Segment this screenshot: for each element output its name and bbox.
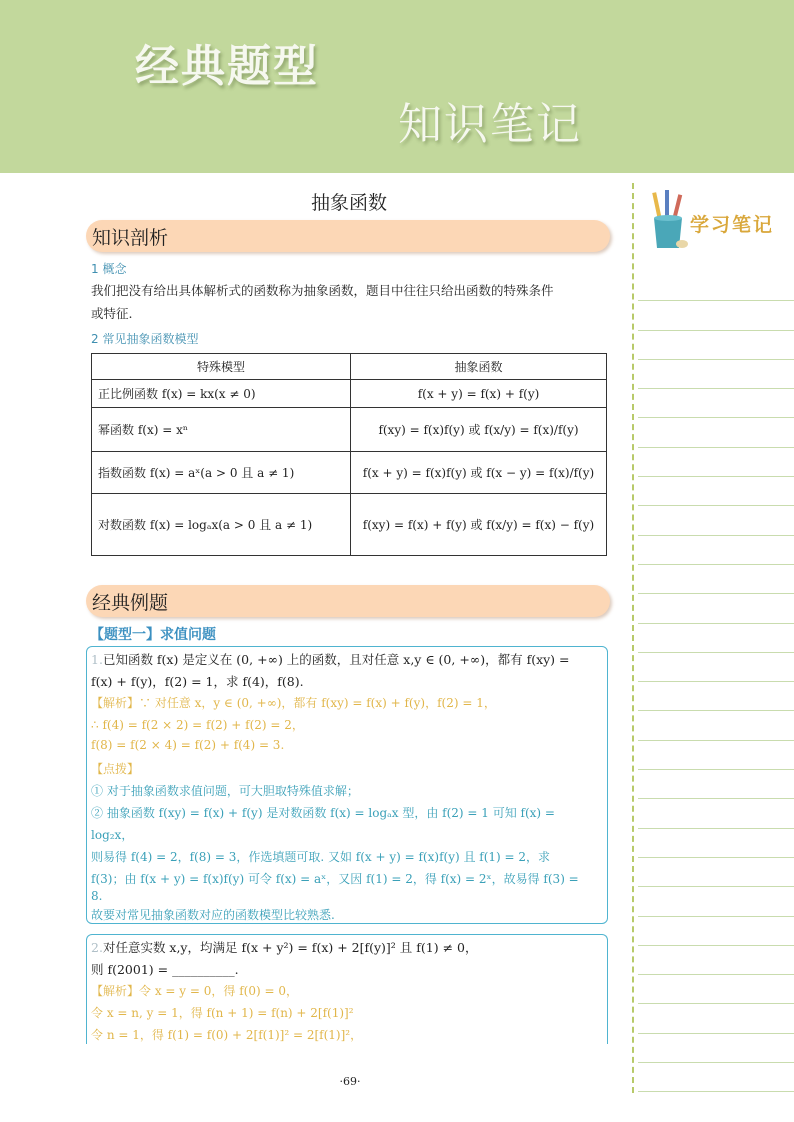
note-line — [638, 1034, 794, 1063]
section-heading-examples — [86, 585, 610, 617]
table-row — [92, 380, 607, 408]
table-row — [92, 494, 607, 556]
table-cell-abstract: f(x + y) = f(x)f(y) 或 f(x − y) = f(x)/f(y) — [351, 452, 607, 494]
tip-line: log₂x， — [91, 828, 134, 842]
tip-line: 8. — [91, 889, 103, 903]
solution-text: 令 x = y = 0，得 f(0) = 0， — [139, 984, 298, 998]
note-line — [638, 624, 794, 653]
solution-line: 令 n = 1，得 f(1) = f(0) + 2[f(1)]² = 2[f(1)]²， — [91, 1028, 363, 1042]
question-line — [91, 938, 605, 956]
note-line — [638, 272, 794, 301]
table-cell-model: 对数函数 f(x) = logₐx(a > 0 且 a ≠ 1) — [92, 494, 351, 556]
solution-line — [91, 982, 605, 999]
section-heading-text: 知识剖析 — [92, 227, 169, 249]
table-cell-abstract: f(x + y) = f(x) + f(y) — [351, 380, 607, 408]
note-line — [638, 711, 794, 740]
question-line: 则 f(2001) = __________. — [91, 962, 239, 977]
note-line — [638, 858, 794, 887]
solution-line: ∴ f(4) = f(2 × 2) = f(2) + f(2) = 2， — [91, 718, 304, 732]
note-line — [638, 975, 794, 1004]
example-box-2 — [86, 934, 608, 1044]
page-number: ·69· — [339, 1075, 361, 1088]
banner-title-notes: 知识笔记 — [398, 99, 582, 150]
page-title: 抽象函数 — [310, 192, 387, 214]
tip-line: ① 对于抽象函数求值问题，可大胆取特殊值求解； — [91, 784, 359, 798]
section-heading-knowledge — [86, 220, 610, 252]
note-line — [638, 301, 794, 330]
note-line — [638, 770, 794, 799]
note-line — [638, 1004, 794, 1033]
example-box-1 — [86, 646, 608, 924]
models-table — [91, 353, 607, 556]
tip-line: 故要对常见抽象函数对应的函数模型比较熟悉. — [91, 908, 335, 922]
note-line — [638, 536, 794, 565]
subheading-models: 2 常见抽象函数模型 — [91, 332, 199, 346]
note-line — [638, 594, 794, 623]
table-row — [92, 452, 607, 494]
note-line — [638, 653, 794, 682]
solution-line — [91, 694, 605, 711]
solution-tag: 【解析】 — [91, 696, 140, 710]
tip-line: 则易得 f(4) = 2，f(8) = 3，作选填题可取. 又如 f(x + y) = f(x)f(y) 且 f(1) = 2，求 — [91, 850, 551, 864]
note-line — [638, 477, 794, 506]
note-lines — [638, 272, 794, 1092]
table-header-cell: 特殊模型 — [92, 354, 351, 380]
solution-text: ∵ 对任意 x，y ∈ (0, +∞)，都有 f(xy) = f(x) + f(y)，f(2) = 1， — [139, 696, 496, 710]
concept-line-1: 我们把没有给出具体解析式的函数称为抽象函数，题目中往往只给出函数的特殊条件 — [91, 283, 554, 298]
solution-line: 令 x = n, y = 1，得 f(n + 1) = f(n) + 2[f(1)]² — [91, 1006, 354, 1020]
note-line — [638, 448, 794, 477]
sidebar-label: 学习笔记 — [690, 214, 775, 236]
tip-line: f(3)；由 f(x + y) = f(x)f(y) 可令 f(x) = aˣ，又因 f(1) = 2，得 f(x) = 2ˣ，故易得 f(3) = — [91, 872, 579, 886]
banner-title-classic: 经典题型 — [135, 41, 319, 92]
question-number: 1. — [91, 652, 103, 667]
section-heading-text: 经典例题 — [92, 592, 169, 614]
question-type-title: 【题型一】求值问题 — [90, 627, 216, 643]
tip-tag: 【点拨】 — [91, 762, 140, 776]
note-line — [638, 360, 794, 389]
table-header-cell: 抽象函数 — [351, 354, 607, 380]
table-cell-model: 指数函数 f(x) = aˣ(a > 0 且 a ≠ 1) — [92, 452, 351, 494]
question-number: 2. — [91, 940, 103, 955]
question-line — [91, 650, 605, 668]
note-line — [638, 799, 794, 828]
table-row — [92, 408, 607, 452]
question-line: f(x) + f(y)，f(2) = 1，求 f(4)，f(8). — [91, 674, 304, 689]
note-line — [638, 565, 794, 594]
subheading-concept: 1 概念 — [91, 262, 127, 276]
note-line — [638, 418, 794, 447]
question-text: 已知函数 f(x) 是定义在 (0, +∞) 上的函数，且对任意 x,y ∈ (0, +∞)，都有 f(xy) = — [102, 652, 570, 667]
note-line — [638, 917, 794, 946]
note-line — [638, 887, 794, 916]
tip-line: ② 抽象函数 f(xy) = f(x) + f(y) 是对数函数 f(x) = logₐx 型，由 f(2) = 1 可知 f(x) = — [91, 806, 555, 820]
table-cell-model: 幂函数 f(x) = xⁿ — [92, 408, 351, 452]
table-cell-abstract: f(xy) = f(x) + f(y) 或 f(x/y) = f(x) − f(y) — [351, 494, 607, 556]
solution-tag: 【解析】 — [91, 984, 140, 998]
note-line — [638, 389, 794, 418]
note-line — [638, 829, 794, 858]
note-line — [638, 506, 794, 535]
note-line — [638, 946, 794, 975]
solution-line: f(8) = f(2 × 4) = f(2) + f(4) = 3. — [91, 738, 285, 752]
header-banner — [0, 0, 794, 173]
note-line — [638, 682, 794, 711]
sidebar-divider — [632, 183, 634, 1093]
sidebar-header — [648, 190, 788, 254]
table-header-row — [92, 354, 607, 380]
table-cell-abstract: f(xy) = f(x)f(y) 或 f(x/y) = f(x)/f(y) — [351, 408, 607, 452]
table-cell-model: 正比例函数 f(x) = kx(x ≠ 0) — [92, 380, 351, 408]
note-line — [638, 741, 794, 770]
pencil-cup-icon — [648, 190, 688, 252]
note-line — [638, 331, 794, 360]
concept-line-2: 或特征. — [91, 306, 133, 321]
question-text: 对任意实数 x,y，均满足 f(x + y²) = f(x) + 2[f(y)]² 且 f(1) ≠ 0， — [102, 940, 478, 955]
